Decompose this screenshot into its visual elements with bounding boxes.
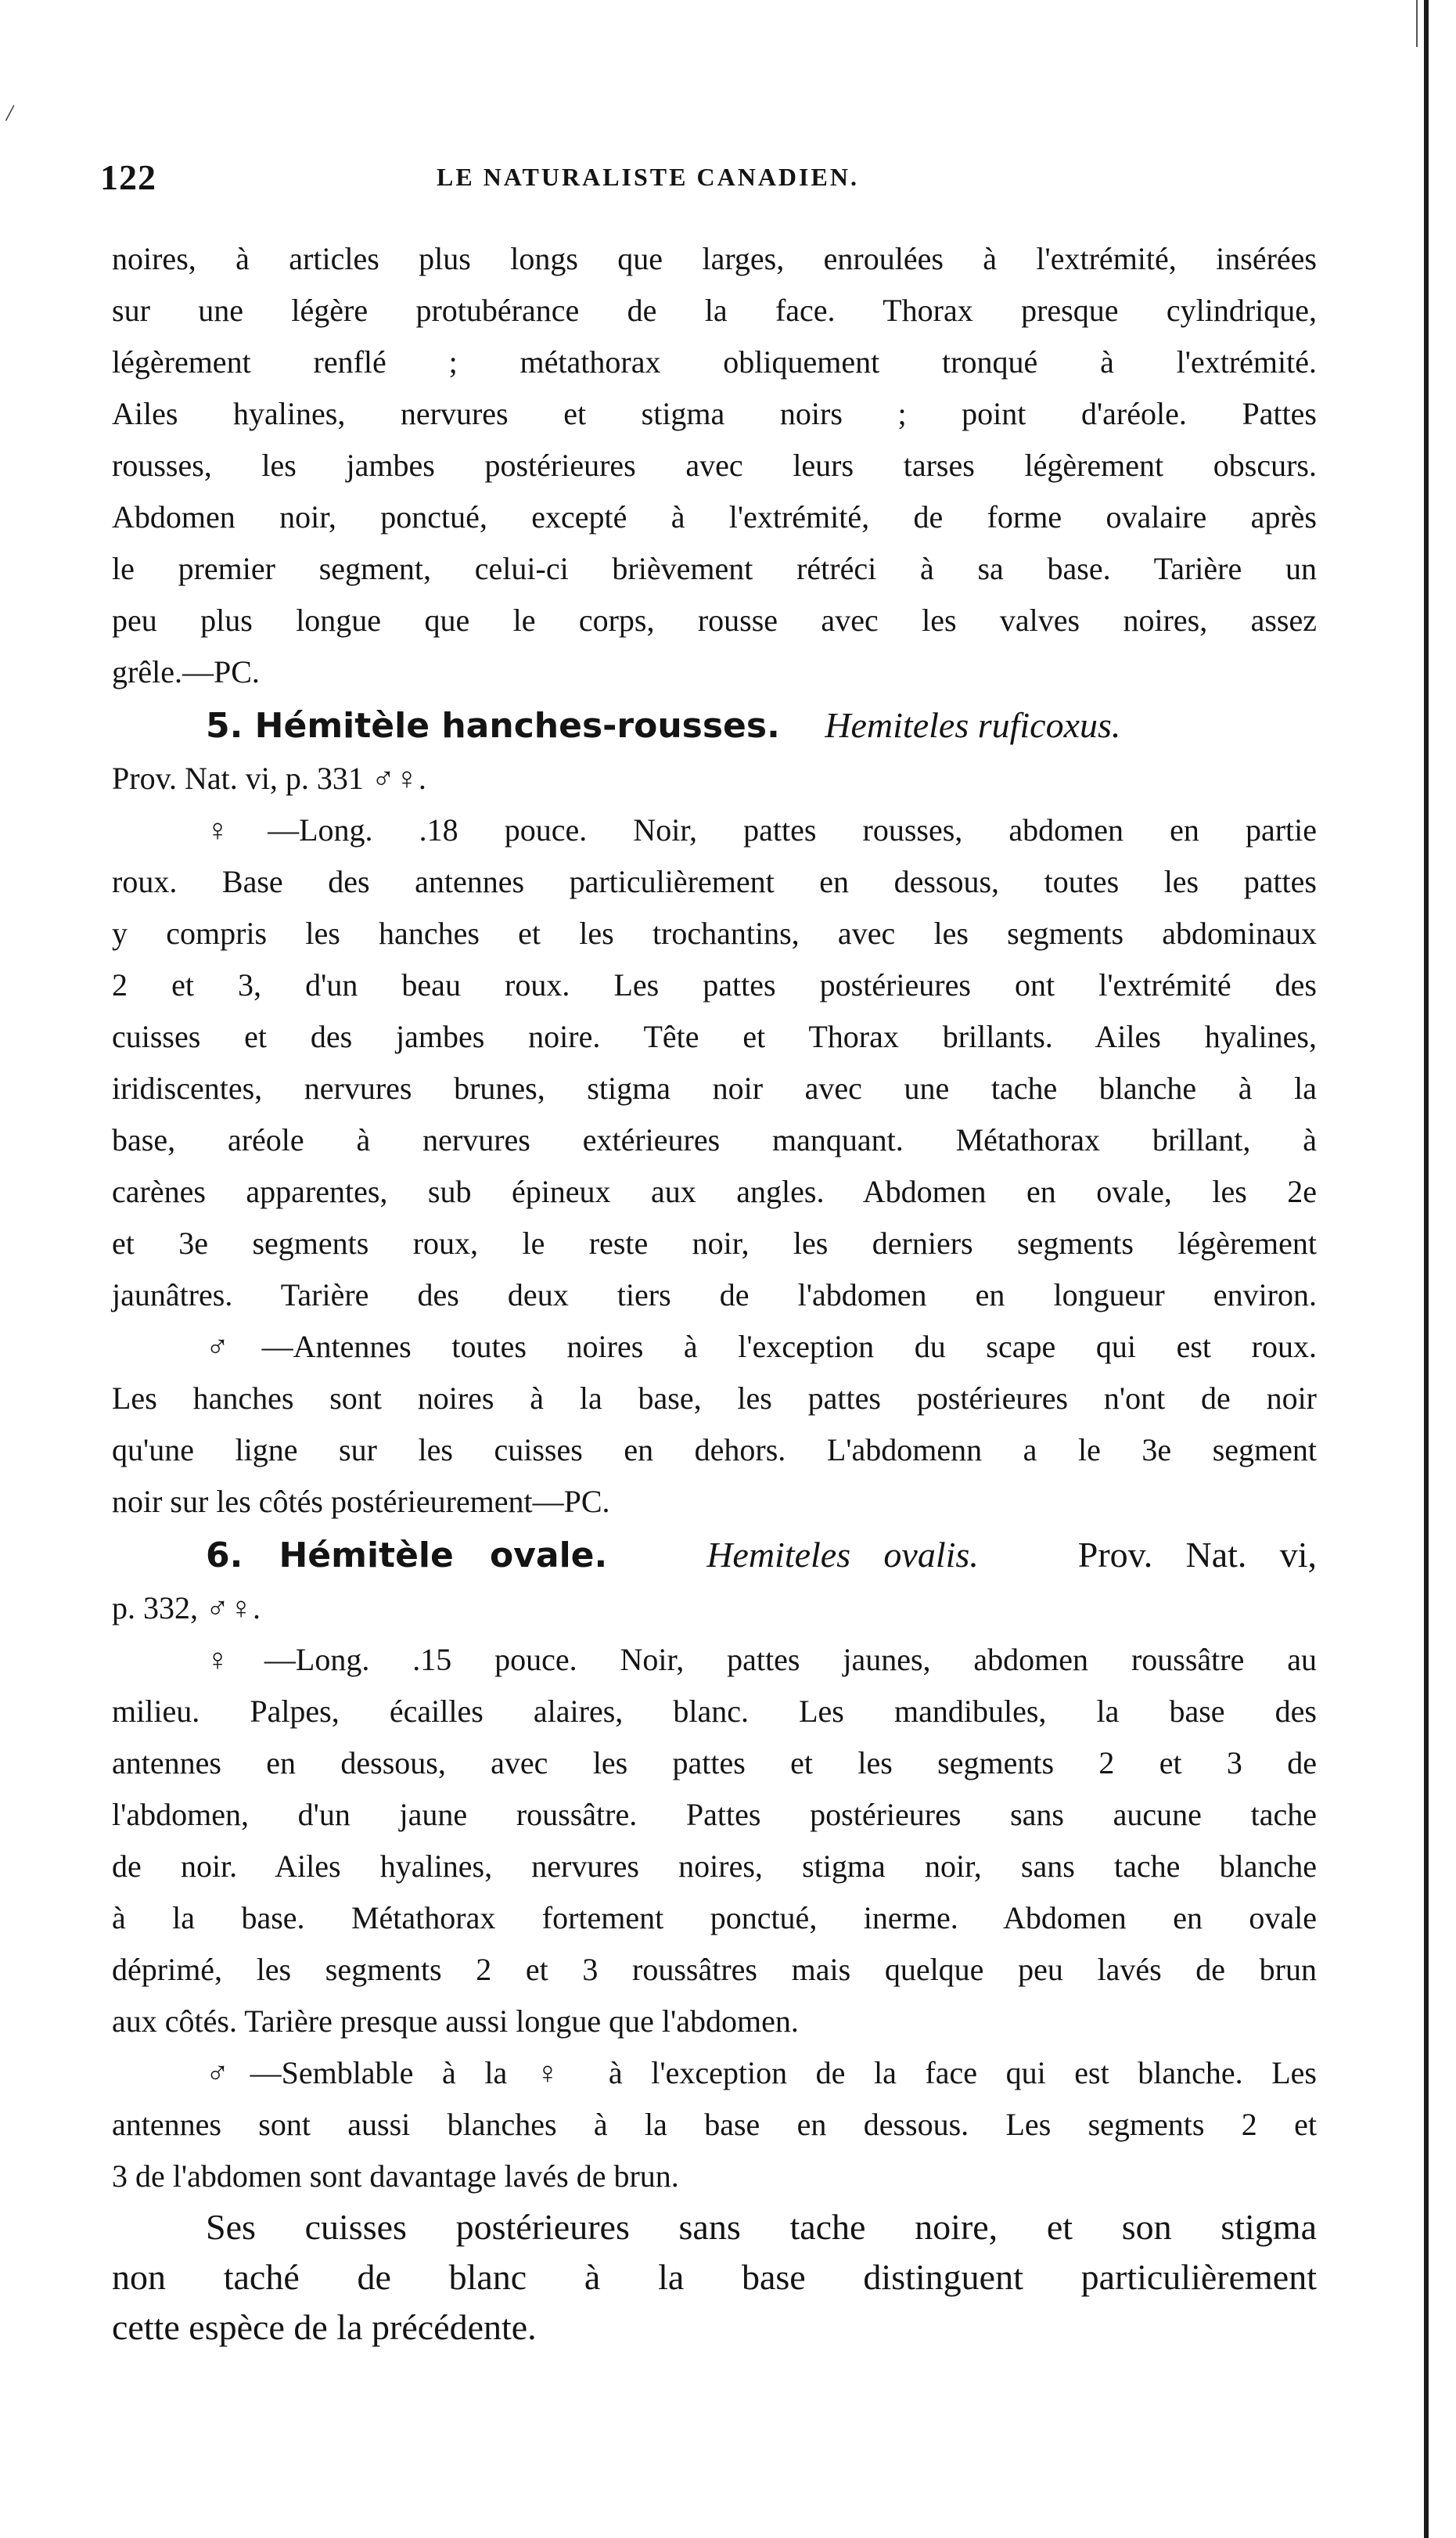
text-line: y compris les hanches et les trochantins, avec les segments abdominaux <box>112 916 1317 951</box>
text-line: peu plus longue que le corps, rousse avec les valves noires, assez <box>112 603 1317 638</box>
text-line: ♀—Long. .18 pouce. Noir, pattes rousses, abdomen en partie <box>206 812 1317 848</box>
section-6-heading-tail: Prov. Nat. vi, <box>1077 1535 1318 1575</box>
text-line: roux. Base des antennes particulièrement en dessous, toutes les pattes <box>112 864 1317 899</box>
text-line: et 3e segments roux, le reste noir, les derniers segments légèrement <box>112 1226 1317 1261</box>
text-line: milieu. Palpes, écailles alaires, blanc. Les mandibules, la base des <box>112 1694 1317 1729</box>
text-line: base, aréole à nervures extérieures manquant. Métathorax brillant, à <box>112 1122 1317 1157</box>
text-line: cuisses et des jambes noire. Tête et Thorax brillants. Ailes hyalines, <box>112 1019 1317 1054</box>
section-5-heading <box>112 698 1317 753</box>
text-line: antennes sont aussi blanches à la base en dessous. Les segments 2 et <box>112 2107 1317 2142</box>
page-edge-line <box>1424 0 1429 2538</box>
text-line: grêle.—PC. <box>112 654 260 689</box>
text-line: carènes apparentes, sub épineux aux angles. Abdomen en ovale, les 2e <box>112 1174 1317 1209</box>
text-line: antennes en dessous, avec les pattes et les segments 2 et 3 de <box>112 1745 1317 1780</box>
text-line: jaunâtres. Tarière des deux tiers de l'abdomen en longueur environ. <box>112 1277 1317 1312</box>
text-line: rousses, les jambes postérieures avec leurs tarses légèrement obscurs. <box>112 448 1317 483</box>
text-line: qu'une ligne sur les cuisses en dehors. L'abdomenn a le 3e segment <box>112 1432 1317 1467</box>
text-line: noir sur les côtés postérieurement—PC. <box>112 1484 610 1519</box>
text-line: déprimé, les segments 2 et 3 roussâtres mais quelque peu lavés de brun <box>112 1952 1317 1987</box>
text-line: 3 de l'abdomen sont davantage lavés de brun. <box>112 2158 679 2194</box>
body-text <box>112 233 1317 2353</box>
section-5-title: 5. Hémitèle hanches-rousses. <box>206 706 780 746</box>
text-line: ♀—Long. .15 pouce. Noir, pattes jaunes, abdomen roussâtre au <box>206 1642 1317 1677</box>
section-6-latin-name: Hemiteles ovalis. <box>706 1535 979 1575</box>
text-line: cette espèce de la précédente. <box>112 2307 537 2347</box>
text-line: aux côtés. Tarière presque aussi longue que l'abdomen. <box>112 2003 799 2039</box>
text-line: Ses cuisses postérieures sans tache noire, et son stigma <box>206 2207 1317 2247</box>
section-6-heading <box>112 1528 1317 1582</box>
section-6-reference: p. 332, ♂♀. <box>112 1590 261 1625</box>
text-line: Ailes hyalines, nervures et stigma noirs ; point d'aréole. Pattes <box>112 396 1317 431</box>
page-number: 122 <box>100 157 156 197</box>
text-line: ♂—Semblable à la ♀ à l'exception de la face qui est blanche. Les <box>206 2055 1317 2090</box>
text-line: noires, à articles plus longs que larges, enroulées à l'extrémité, insérées <box>112 241 1317 276</box>
text-line: Les hanches sont noires à la base, les pattes postérieures n'ont de noir <box>112 1381 1317 1416</box>
text-line: Abdomen noir, ponctué, excepté à l'extrémité, de forme ovalaire après <box>112 499 1317 535</box>
text-line: légèrement renflé ; métathorax obliquement tronqué à l'extrémité. <box>112 344 1317 380</box>
text-line: iridiscentes, nervures brunes, stigma noir avec une tache blanche à la <box>112 1071 1317 1106</box>
text-line: sur une légère protubérance de la face. Thorax presque cylindrique, <box>112 293 1317 328</box>
text-line: ♂—Antennes toutes noires à l'exception du scape qui est roux. <box>206 1329 1317 1364</box>
text-line: non taché de blanc à la base distinguent particulièrement <box>112 2257 1317 2297</box>
section-5-reference: Prov. Nat. vi, p. 331 ♂♀. <box>112 761 426 796</box>
section-5-latin-name: Hemiteles ruficoxus. <box>825 705 1121 745</box>
stray-mark: / <box>6 100 13 126</box>
running-title: LE NATURALISTE CANADIEN. <box>437 163 859 191</box>
text-line: le premier segment, celui-ci brièvement rétréci à sa base. Tarière un <box>112 551 1317 586</box>
text-line: l'abdomen, d'un jaune roussâtre. Pattes postérieures sans aucune tache <box>112 1797 1317 1832</box>
text-line: de noir. Ailes hyalines, nervures noires, stigma noir, sans tache blanche <box>112 1849 1317 1884</box>
text-line: à la base. Métathorax fortement ponctué, inerme. Abdomen en ovale <box>112 1900 1317 1935</box>
section-6-title: 6. Hémitèle ovale. <box>206 1535 608 1575</box>
text-line: 2 et 3, d'un beau roux. Les pattes postérieures ont l'extrémité des <box>112 967 1317 1003</box>
page-edge-mark <box>1416 0 1418 47</box>
page-header <box>100 157 1305 203</box>
